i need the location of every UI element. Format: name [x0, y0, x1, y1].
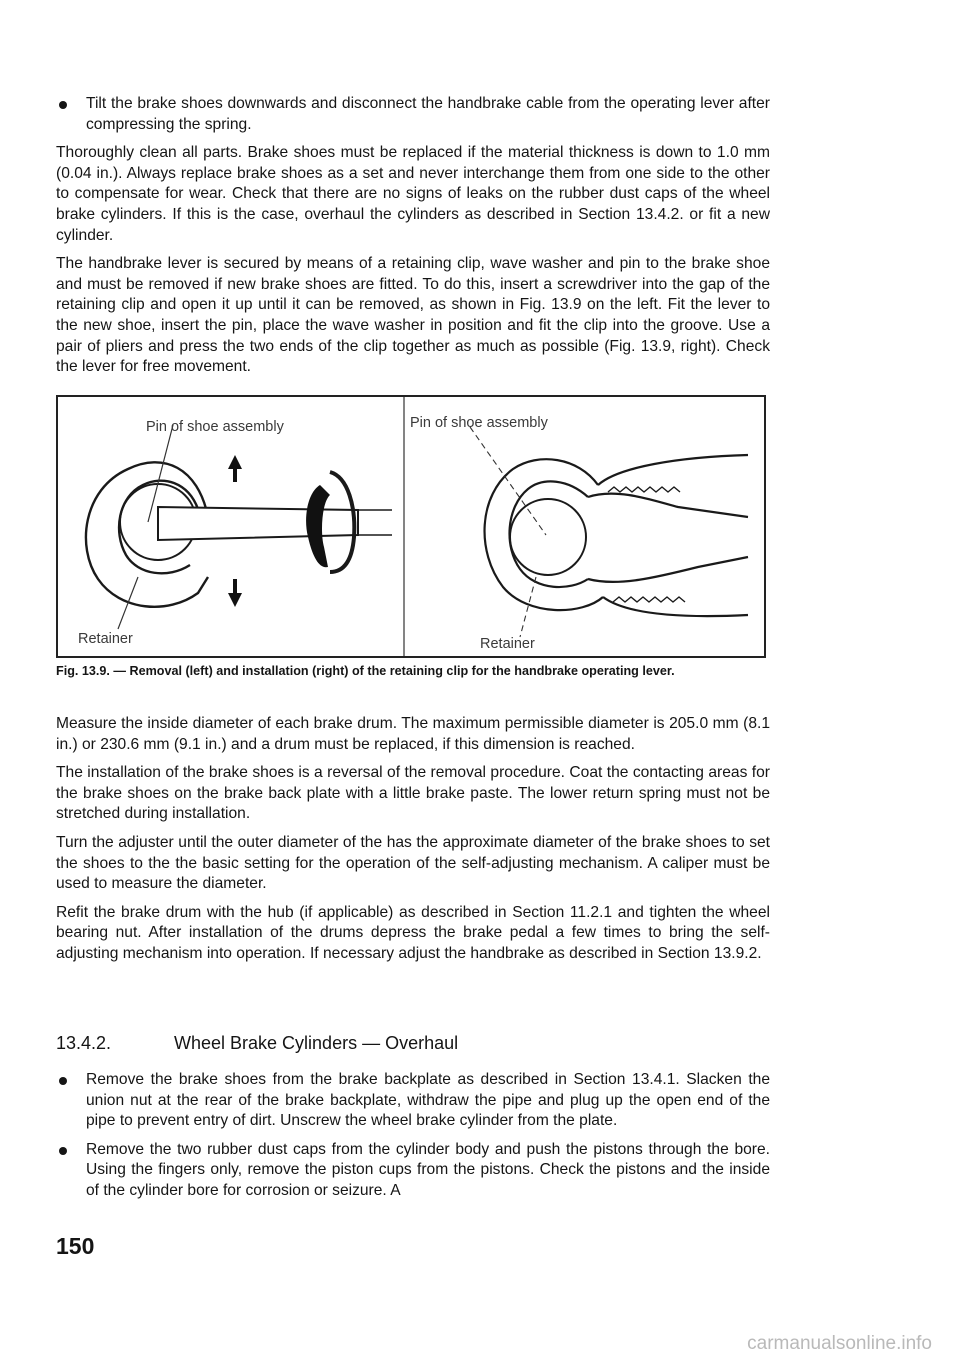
page-number: 150: [56, 1233, 95, 1259]
label-pin-right: Pin of shoe assembly: [410, 415, 548, 431]
paragraph-handbrake-lever: The handbrake lever is secured by means of a retaining clip, wave washer and pin to the brake shoe and must be removed if new brake shoes are fitted. To do this, insert a screwdriver into the gap of the retaining clip and open it up until it can be removed, as shown in Fig. 13.9 on the left. Fit the lever to the new shoe, insert the pin, place the wave washer in position and fit the clip into the groove. Use a pair of pliers and press the two ends of the clip together as much as possible (Fig. 13.9, right). Check the lever for free movement.: [56, 255, 770, 376]
watermark: carmanualsonline.info: [747, 1333, 932, 1354]
paragraph-adjuster: Turn the adjuster until the outer diameter of the has the approximate diameter of the brake shoes to set the shoes to the the basic setting for the operation of the self-adjusting mechanism. A caliper must be used to measure the diameter.: [56, 833, 770, 893]
retaining-clip-illustration: [58, 397, 764, 656]
paragraph-clean-parts: Thoroughly clean all parts. Brake shoes must be replaced if the material thickness is down to 1.0 mm (0.04 in.). Always replace brake shoes as a set and never interchange them from one side to the other to compensate for wear. Check that there are no signs of leaks on the rubber dust caps of the wheel brake cylinders. If this is the case, overhaul the cylinders as described in Section 13.4.2. or fit a new cylinder.: [56, 144, 770, 244]
text-block-top: [56, 94, 770, 378]
label-retainer-right: Retainer: [480, 636, 535, 652]
figure-13-9: [56, 395, 766, 658]
right-pin-leader: [470, 427, 546, 535]
section-title: Wheel Brake Cylinders — Overhaul: [174, 1033, 459, 1053]
label-pin-left: Pin of shoe assembly: [146, 419, 284, 435]
paragraph-installation: The installation of the brake shoes is a reversal of the removal procedure. Coat the contacting areas for the brake shoes on the brake back plate with a little brake paste. The lower return spring must not be stretched during installation.: [56, 764, 770, 823]
section-number: 13.4.2.: [56, 1033, 112, 1053]
text-block-bottom: [56, 1070, 770, 1202]
bullet-remove-shoes: Remove the brake shoes from the brake backplate as described in Section 13.4.1. Slacken the union nut at the rear of the brake backplate, withdraw the pipe and plug up the open end of the pipe to prevent entry of dirt. Unscrew the wheel brake cylinder from the plate.: [56, 1070, 770, 1132]
bullet-remove-dust-caps: Remove the two rubber dust caps from the cylinder body and push the pistons through the bore. Using the fingers only, remove the piston cups from the pistons. Check the pistons and the inside of the cylinder bore for corrosion or seizure. A: [56, 1140, 770, 1202]
section-heading: [56, 1033, 458, 1054]
left-illustration: [86, 462, 392, 607]
left-retainer-leader: [118, 577, 138, 629]
paragraph-refit-drum: Refit the brake drum with the hub (if applicable) as described in Section 11.2.1 and tighten the wheel bearing nut. After installation of the drums depress the brake pedal a few times to bring the self-adjusting mechanism into operation. If necessary adjust the handbrake as described in Section 13.9.2.: [56, 903, 770, 962]
right-illustration: [485, 455, 748, 616]
label-retainer-left: Retainer: [78, 631, 133, 647]
figure-caption: Fig. 13.9. — Removal (left) and installation (right) of the retaining clip for the handbrake operating lever.: [56, 664, 675, 678]
text-block-middle: [56, 714, 770, 965]
paragraph-drum-diameter: Measure the inside diameter of each brake drum. The maximum permissible diameter is 205.0 mm (8.1 in.) or 230.6 mm (9.1 in.) and a drum must be replaced, if this dimension is reached.: [56, 715, 770, 753]
bullet-tilt-shoes: Tilt the brake shoes downwards and disconnect the handbrake cable from the operating lever after compressing the spring.: [56, 94, 770, 135]
